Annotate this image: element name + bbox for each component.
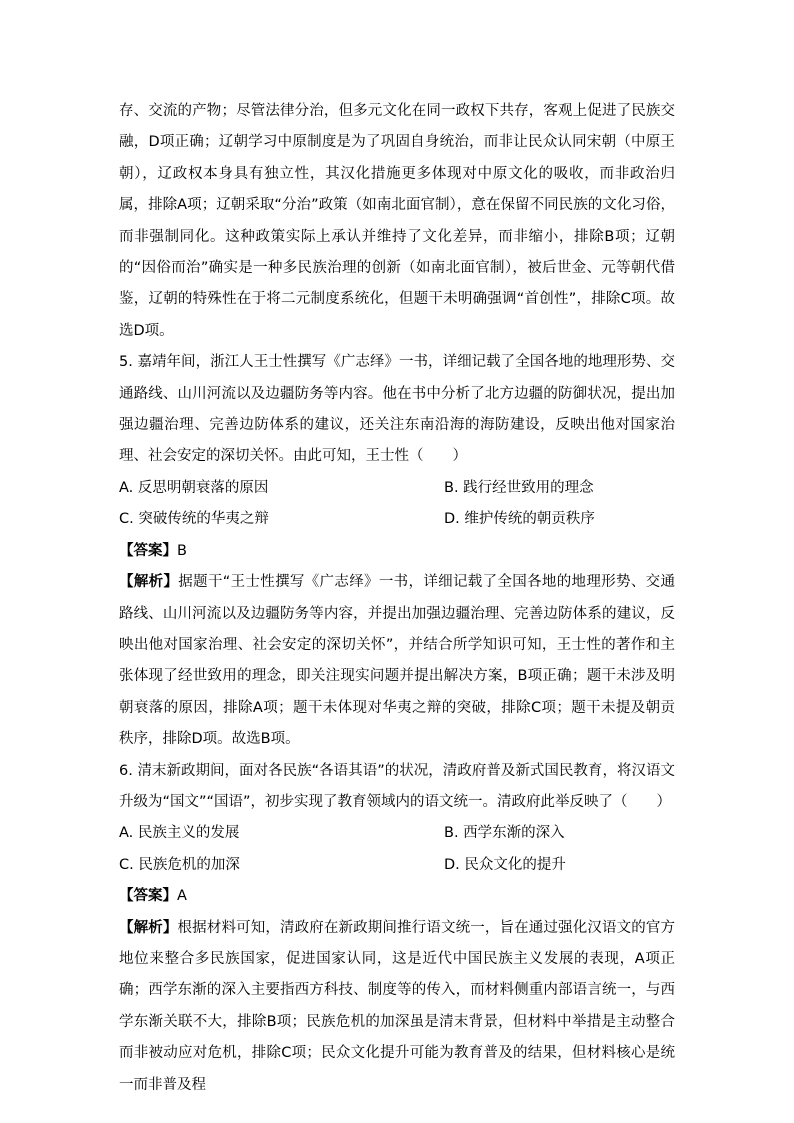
analysis-text: 据题干“王士性撰写《广志绎》一书，详细记载了全国各地的地理形势、交通路线、山川河流以及边疆防务等内容，并提出加强边疆治理、完善边防体系的建议，反映出他对国家治理、社会安定的深切关怀”，并结合所学知识可知，王士性的著作和主张体现了经世致用的理念，即关注现实问题并提出解决方案，B项正确；题干未涉及明朝衰落的原因，排除A项；题干未体现对华夷之辩的突破，排除C项；题干未提及朝贡秩序，排除D项。故选B项。 [119,574,675,748]
question-5-option-b: B. 践行经世致用的理念 [444,479,594,496]
question-6-stem: 6. 清末新政期间，面对各民族“各语其语”的状况，清政府普及新式国民教育，将汉语文升级为“国文”“国语”，初步实现了教育领域内的语文统一。清政府此举反映了（ ） [119,762,675,810]
question-5-analysis [119,567,675,755]
analysis-label: 【解析】 [119,574,179,591]
question-5-answer [119,536,675,567]
question-6-answer [119,881,675,912]
question-5-option-a: A. 反思明朝衰落的原因 [119,479,269,496]
question-6-option-c: C. 民族危机的加深 [119,856,240,873]
question-5-option-d: D. 维护传统的朝贡秩序 [444,511,595,528]
answer-label: 【答案】 [119,888,177,905]
answer-label: 【答案】 [119,542,177,559]
document-page [119,96,675,1101]
question-5-option-c: C. 突破传统的华夷之辩 [119,511,269,528]
question-6-options [119,818,675,881]
question-5-options [119,473,675,536]
question-5-stem: 5. 嘉靖年间，浙江人王士性撰写《广志绎》一书，详细记载了全国各地的地理形势、交通路线、山川河流以及边疆防务等内容。他在书中分析了北方边疆的防御状况，提出加强边疆治理、完善边防体系的建议，还关注东南沿海的海防建设，反映出他对国家治理、社会安定的深切关怀。由此可知，王士性（ ） [119,354,675,465]
question-6-option-a: A. 民族主义的发展 [119,825,240,842]
analysis-label: 【解析】 [119,919,178,936]
answer-value: A [177,888,187,905]
question-6-option-d: D. 民众文化的提升 [444,856,566,873]
question-6-analysis [119,913,675,1101]
analysis-text: 根据材料可知，清政府在新政期间推行语文统一，旨在通过强化汉语文的官方地位来整合多民族国家，促进国家认同，这是近代中国民族主义发展的表现，A项正确；西学东渐的深入主要指西方科技、制度等的传入，而材料侧重内部语言统一，与西学东渐关联不大，排除B项；民族危机的加深虽是清末背景，但材料中举措是主动整合而非被动应对危机，排除C项；民众文化提升可能为教育普及的结果，但材料核心是统一而非普及程 [119,919,676,1093]
question-6-option-b: B. 西学东渐的深入 [444,825,565,842]
continued-analysis-paragraph: 存、交流的产物；尽管法律分治，但多元文化在同一政权下共存，客观上促进了民族交融，D项正确；辽朝学习中原制度是为了巩固自身统治，而非让民众认同宋朝（中原王朝），辽政权本身具有独立性，其汉化措施更多体现对中原文化的吸收，而非政治归属，排除A项；辽朝采取“分治”政策（如南北面官制），意在保留不同民族的文化习俗，而非强制同化。这种政策实际上承认并维持了文化差异，而非缩小，排除B项；辽朝的“因俗而治”确实是一种多民族治理的创新（如南北面官制），被后世金、元等朝代借鉴，辽朝的特殊性在于将二元制度系统化，但题干未明确强调“首创性”，排除C项。故选D项。 [119,103,675,339]
answer-value: B [177,542,187,559]
